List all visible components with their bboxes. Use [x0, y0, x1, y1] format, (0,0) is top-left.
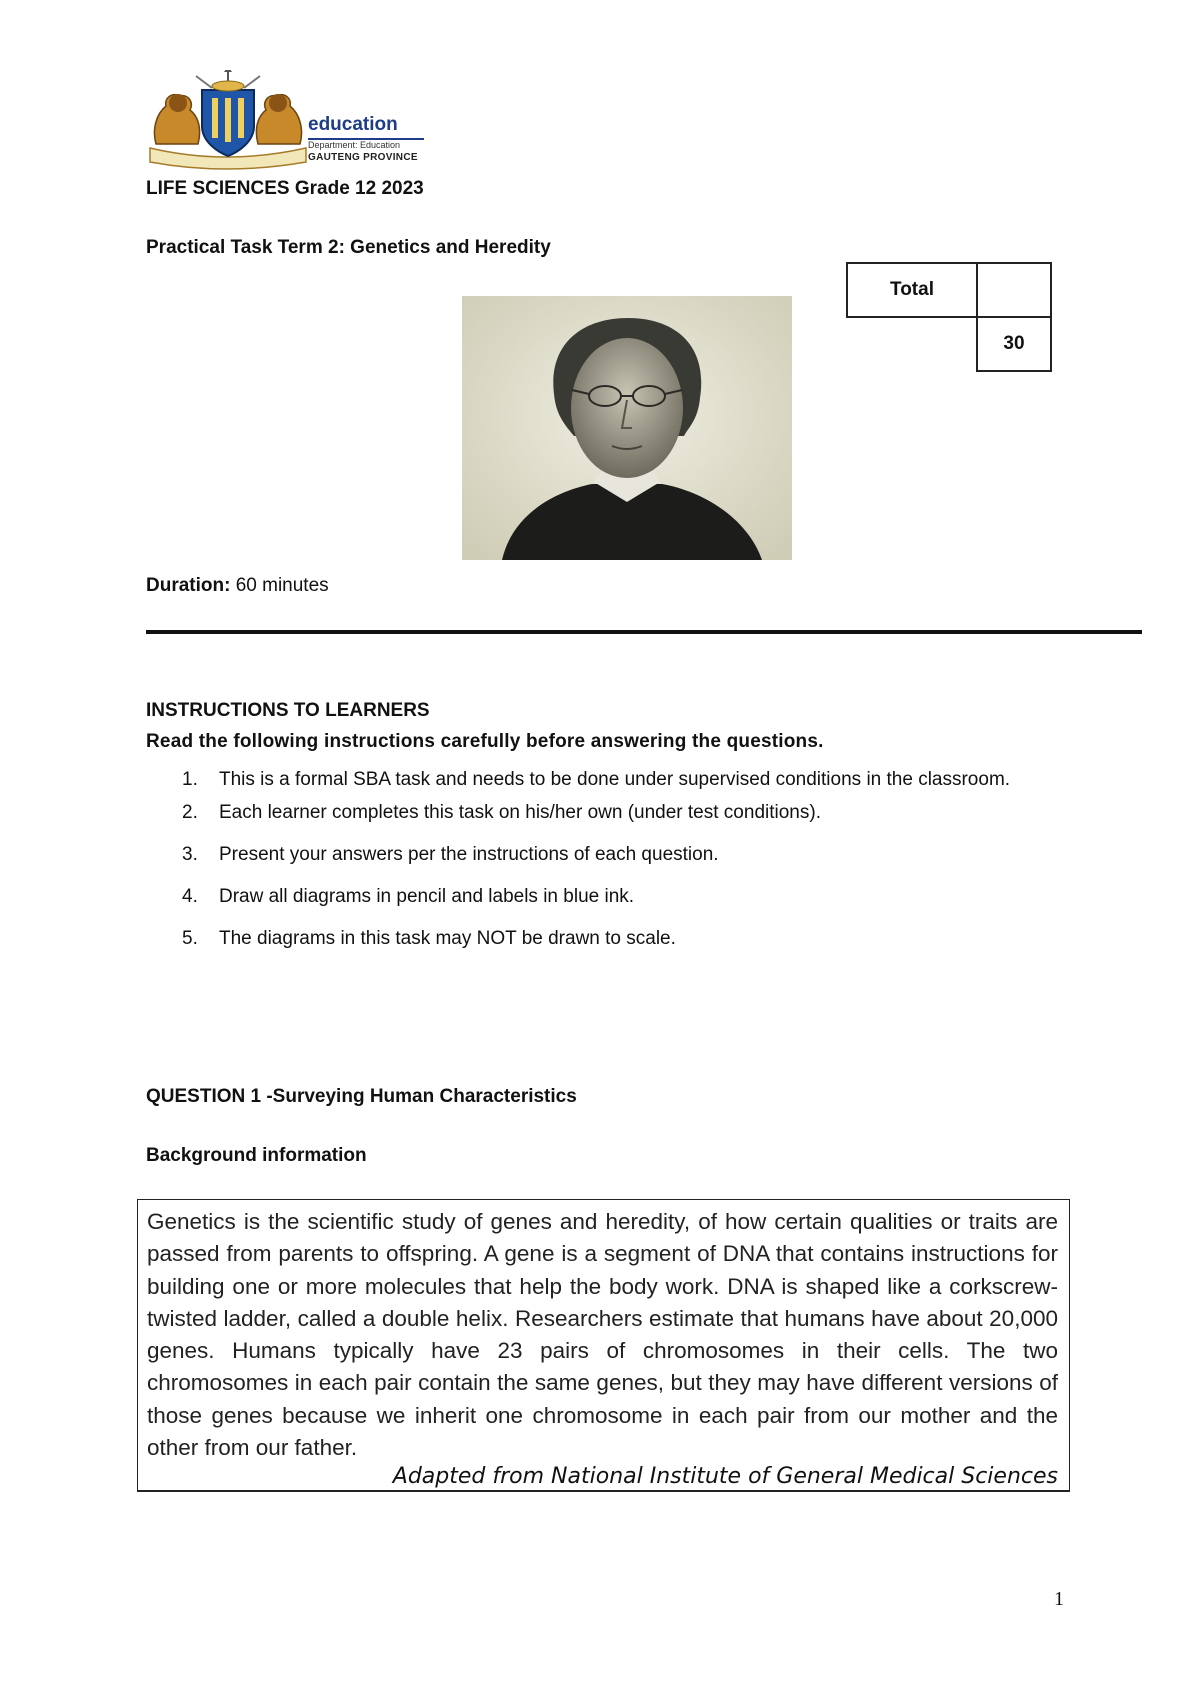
- list-item-text: Draw all diagrams in pencil and labels in blue ink.: [219, 886, 635, 907]
- list-item-number: 2.: [182, 802, 198, 823]
- subject-title: LIFE SCIENCES Grade 12 2023: [146, 178, 424, 199]
- list-item-text: Present your answers per the instructions of each question.: [219, 844, 719, 865]
- source-citation: Adapted from National Institute of General Medical Sciences: [392, 1464, 1058, 1490]
- total-label-cell: Total: [847, 263, 977, 317]
- total-spacer-cell: [847, 317, 977, 371]
- total-blank-cell: [977, 263, 1051, 317]
- instructions-heading: INSTRUCTIONS TO LEARNERS: [146, 700, 430, 721]
- list-item: [146, 881, 1046, 912]
- horizontal-rule: [146, 630, 1142, 634]
- duration-value: 60 minutes: [230, 575, 329, 596]
- total-marks-table: [846, 262, 1052, 372]
- total-value-cell: 30: [977, 317, 1051, 371]
- list-item: [146, 923, 1046, 954]
- duration-line: [146, 575, 329, 597]
- logo-department-text: Department: Education: [308, 140, 401, 150]
- list-item-number: 1.: [182, 769, 198, 790]
- list-item-number: 3.: [182, 844, 198, 865]
- logo-wordmark: education: [308, 114, 398, 135]
- list-item-number: 5.: [182, 928, 198, 949]
- portrait-photo: [462, 296, 792, 560]
- background-text: Genetics is the scientific study of genes and heredity, of how certain qualities or traits are passed from parents to offspring. A gene is a segment of DNA that contains instructions for building one or more molecules that help the body work. DNA is shaped like a corkscrew-twisted ladder, called a double helix. Researchers estimate that humans have about 20,000 genes. Humans typically have 23 pairs of chromosomes in their cells. The two chromosomes in each pair contain the same genes, but they may have different versions of those genes because we inherit one chromosome in each pair from our mother and the other from our father.: [147, 1209, 1058, 1461]
- list-item: [146, 764, 1046, 795]
- instructions-subheading: Read the following instructions carefully before answering the questions.: [146, 731, 824, 752]
- list-item-text: The diagrams in this task may NOT be drawn to scale.: [219, 928, 676, 949]
- list-item: [146, 839, 1046, 870]
- background-heading: Background information: [146, 1145, 367, 1166]
- logo-province-text: GAUTENG PROVINCE: [308, 152, 418, 163]
- list-item-text: This is a formal SBA task and needs to be done under supervised conditions in the classroom.: [219, 769, 1011, 790]
- page-number: 1: [1054, 1588, 1064, 1610]
- background-info-box: [137, 1199, 1070, 1492]
- instructions-list: [146, 764, 1046, 954]
- task-title: Practical Task Term 2: Genetics and Heredity: [146, 237, 551, 258]
- list-item-text: Each learner completes this task on his/her own (under test conditions).: [219, 802, 821, 823]
- list-item-number: 4.: [182, 886, 198, 907]
- duration-label: Duration:: [146, 575, 231, 596]
- list-item: [146, 797, 1046, 828]
- question-1-title: QUESTION 1 -Surveying Human Characteristics: [146, 1086, 577, 1107]
